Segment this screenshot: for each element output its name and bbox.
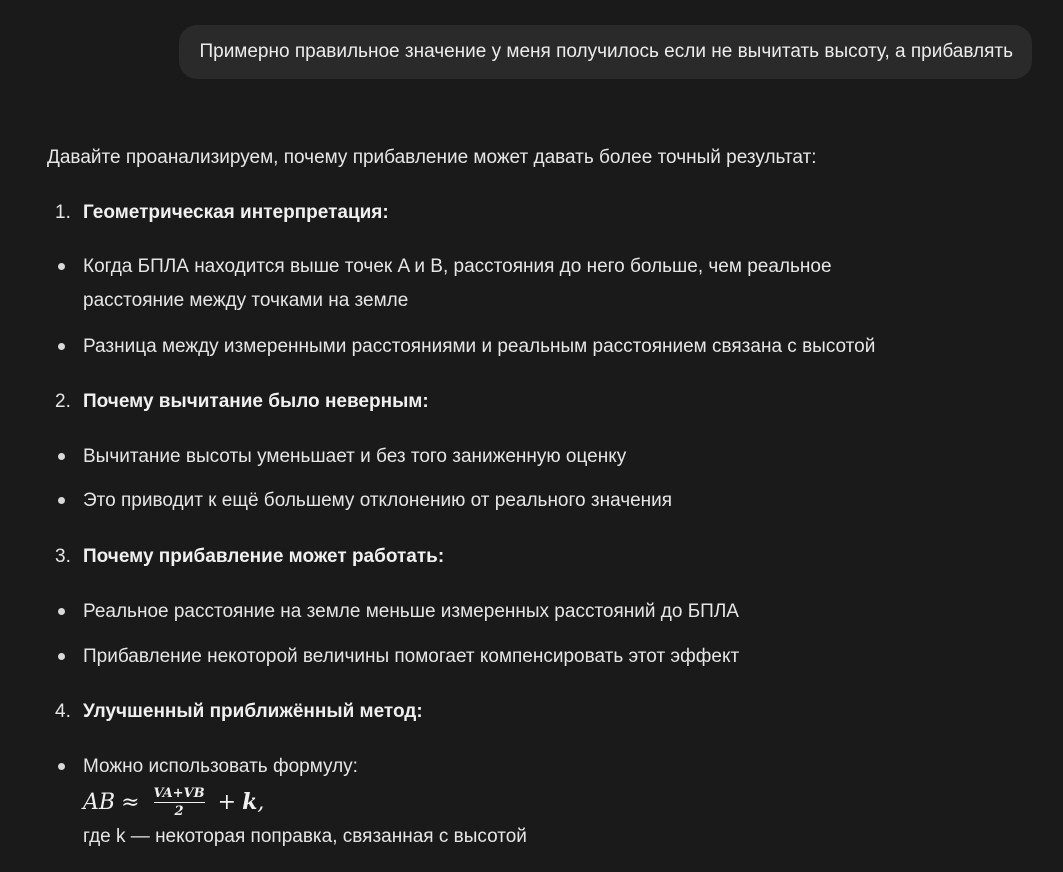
formula-plus-sign: +	[217, 789, 237, 815]
bullet-dot	[58, 263, 65, 270]
list-item	[58, 440, 626, 474]
section-number: 3.	[55, 546, 71, 567]
user-message-text: Примерно правильное значение у меня получилось если не вычитать высоту, а прибавлять	[199, 41, 1013, 62]
formula-approx-sign: ≈	[121, 789, 140, 815]
formula-term: k	[242, 789, 258, 815]
list-item	[58, 640, 739, 674]
math-formula	[83, 782, 264, 822]
section-number: 2.	[55, 391, 71, 412]
list-item	[58, 330, 875, 364]
section-title: Геометрическая интерпретация:	[83, 202, 389, 223]
list-item-line: Можно использовать формулу:	[83, 756, 358, 777]
fraction-bar	[154, 802, 205, 803]
list-item-line: Это приводит к ещё большему отклонению от реального значения	[83, 490, 673, 511]
section-title: Улучшенный приближённый метод:	[83, 701, 423, 722]
list-item-line: Вычитание высоты уменьшает и без того заниженную оценку	[83, 446, 627, 467]
list-item-line: Когда БПЛА находится выше точек A и B, расстояния до него больше, чем реальное	[83, 256, 832, 277]
bullet-dot	[58, 653, 65, 660]
formula-note: где k — некоторая поправка, связанная с высотой	[83, 826, 527, 847]
list-item-line: Реальное расстояние на земле меньше измеренных расстояний до БПЛА	[83, 601, 739, 622]
list-item	[58, 595, 739, 629]
section-title: Почему прибавление может работать:	[83, 546, 445, 567]
bullet-dot	[58, 343, 65, 350]
list-item-line: Разница между измеренными расстояниями и реальным расстоянием связана с высотой	[83, 336, 876, 357]
formula-numerator: VA+VB	[153, 785, 205, 801]
section-4-heading	[55, 699, 423, 725]
bullet-dot	[58, 497, 65, 504]
bullet-dot	[58, 608, 65, 615]
list-item	[58, 250, 832, 318]
list-item	[58, 750, 358, 784]
section-number: 1.	[55, 202, 71, 223]
reply-intro: Давайте проанализируем, почему прибавление может давать более точный результат:	[47, 147, 817, 168]
formula-denominator: 2	[174, 803, 184, 819]
section-3-heading	[55, 544, 444, 570]
formula-fraction	[154, 786, 205, 819]
list-item-line: расстояние между точками на земле	[83, 290, 409, 311]
list-item	[58, 484, 672, 518]
bullet-dot	[58, 763, 65, 770]
list-item-line: Прибавление некоторой величины помогает компенсировать этот эффект	[83, 646, 740, 667]
section-2-heading	[55, 389, 429, 415]
formula-lhs: AB	[83, 789, 116, 815]
bullet-dot	[58, 453, 65, 460]
section-title: Почему вычитание было неверным:	[83, 391, 429, 412]
section-1-heading	[55, 200, 389, 226]
formula-trailing: ,	[257, 789, 265, 815]
section-number: 4.	[55, 701, 71, 722]
